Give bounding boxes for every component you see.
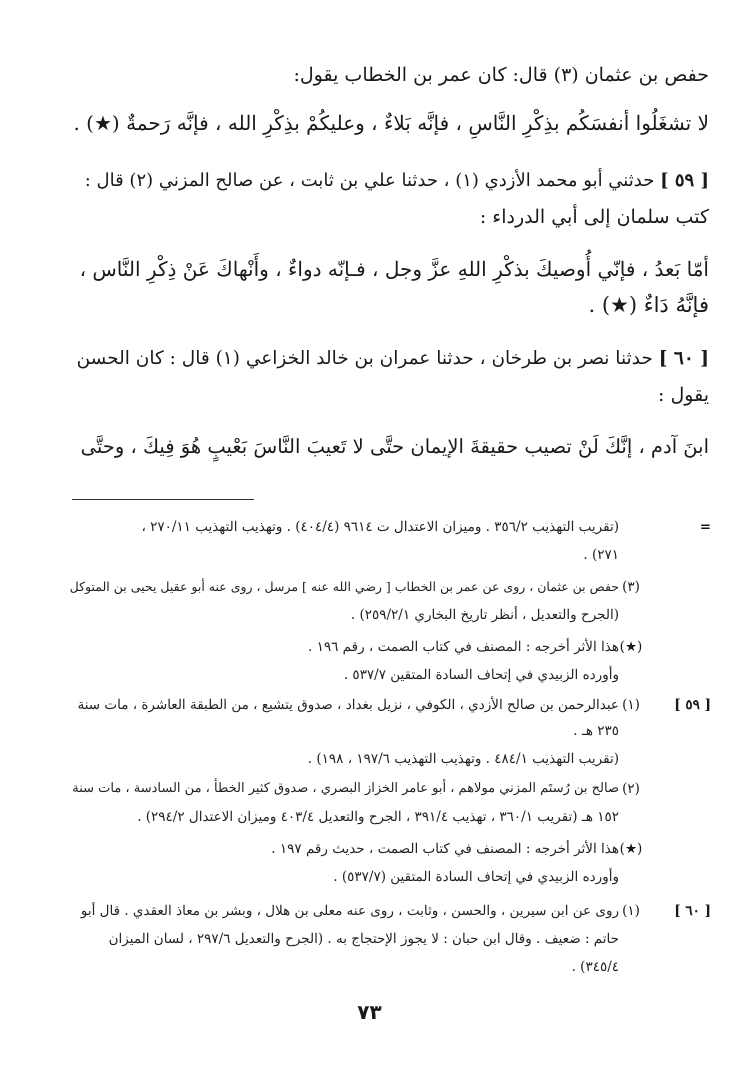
footnote-3-number: (٣)	[622, 579, 640, 595]
footnote-59-1-line-3: (تقريب التهذيب ٤٨٤/١ . وتهذيب التهذيب ١٩٧/٦ ، ١٩٨) .	[307, 751, 619, 767]
footnote-3-line-2: (الجرح والتعديل ، أنظر تاريخ البخاري ٢٥٩/٢/١) .	[350, 607, 619, 623]
main-line-1: حفص بن عثمان (٣) قال: كان عمر بن الخطاب يقول:	[293, 64, 709, 86]
footnote-59-2-number: (٢)	[622, 781, 640, 797]
athar-60-number: [ ٦٠ ]	[658, 348, 709, 369]
athar-60-header	[70, 346, 709, 372]
athar-59-header	[70, 168, 709, 194]
main-line-4: كتب سلمان إلى أبي الدرداء :	[479, 206, 709, 228]
footnote-star-2-mark: (★)	[619, 841, 643, 857]
main-line-8: يقول :	[658, 384, 709, 406]
footnote-60-1-number: (١)	[622, 903, 640, 919]
footnote-60-1-line-1: روى عن ابن سيرين ، والحسن ، وثابت ، روى عنه معلى بن هلال ، وبشر بن معاذ العقدي . قال أبو	[80, 903, 619, 919]
footnote-60-1-line-2: حاتم : ضعيف . وقال ابن حبان : لا يجوز الإحتجاج به . (الجرح والتعديل ٢٩٧/٦ ، لسان الميزان	[108, 931, 619, 947]
footnote-59-1-line-2: ٢٣٥ هـ .	[573, 723, 619, 739]
footnote-star-2-line-1: هذا الأثر أخرجه : المصنف في كتاب الصمت ، حديث رقم ١٩٧ .	[271, 841, 619, 857]
footnote-star-2-line-2: وأورده الزبيدي في إتحاف السادة المتقين (٥٣٧/٧) .	[333, 869, 619, 885]
footnote-continuation-mark: =	[699, 519, 711, 535]
athar-59-number: [ ٥٩ ]	[660, 170, 709, 191]
footnote-divider	[72, 499, 254, 500]
footnote-continuation-line-2: ٢٧١) .	[583, 547, 619, 563]
athar-60-isnad: حدثنا نصر بن طرخان ، حدثنا عمران بن خالد الخزاعي (١) قال : كان الحسن	[76, 348, 653, 369]
footnote-group-59-mark: [ ٥٩ ]	[674, 697, 711, 713]
footnote-star-1-mark: (★)	[619, 639, 643, 655]
footnote-star-1-line-1: هذا الأثر أخرجه : المصنف في كتاب الصمت ، رقم ١٩٦ .	[308, 639, 619, 655]
footnote-59-2-line-1: صالح بن رُستَم المزني مولاهم ، أبو عامر الخزاز البصري ، صدوق كثير الخطأ ، من السادسة ، مات سنة	[72, 781, 619, 796]
footnote-continuation-line-1: (تقريب التهذيب ٣٥٦/٢ . وميزان الاعتدال ت ٩٦١٤ (٤٠٤/٤) . وتهذيب التهذيب ٢٧٠/١١ ،	[141, 519, 619, 535]
page-number: ٧٣	[357, 1000, 382, 1024]
footnote-59-1-line-1: عبدالرحمن بن صالح الأزدي ، الكوفي ، نزيل بغداد ، صدوق يتشيع ، من الطبقة العاشرة ، مات سنة	[77, 697, 619, 713]
main-line-2: لا تشغَلُوا أنفسَكُم بذِكْرِ النَّاسِ ، فإنَّه بَلاءٌ ، وعليكُمْ بذِكْرِ الله ، فإنَّه رَحمةٌ (★) .	[73, 111, 709, 135]
footnote-group-60-mark: [ ٦٠ ]	[674, 903, 711, 919]
main-line-6: فإنَّهُ دَاءٌ (★) .	[588, 293, 709, 317]
footnote-59-2-line-2: ١٥٢ هـ (تقريب ٣٦٠/١ ، تهذيب ٣٩١/٤ ، الجرح والتعديل ٤٠٣/٤ وميزان الاعتدال ٢٩٤/٢) .	[137, 809, 619, 825]
footnote-3-line-1: حفص بن عثمان ، روى عن عمر بن الخطاب [ رضي الله عنه ] مرسل ، روى عنه أبو عقيل يحيى بن المتوكل	[69, 579, 619, 594]
main-line-9: ابنَ آدم ، إنَّكَ لَنْ تصيب حقيقةَ الإيمان حتَّى لا تَعيبَ النَّاسَ بَعْيبٍ هُوَ فِيكَ ، وحتَّى	[80, 435, 709, 458]
main-line-5: أمّا بَعدُ ، فإنّي أُوصيكَ بذكْرِ اللهِ عزَّ وجل ، فـإنّه دواءٌ ، وأَنْهاكَ عَنْ ذِكْرِ النَّاس ،	[79, 257, 709, 281]
footnote-star-1-line-2: وأورده الزبيدي في إتحاف السادة المتقين ٥٣٧/٧ .	[343, 667, 619, 683]
athar-59-isnad: حدثني أبو محمد الأزدي (١) ، حدثنا علي بن ثابت ، عن صالح المزني (٢) قال :	[84, 170, 655, 191]
footnote-59-1-number: (١)	[622, 697, 640, 713]
footnote-60-1-line-3: ٣٤٥/٤) .	[571, 959, 619, 975]
